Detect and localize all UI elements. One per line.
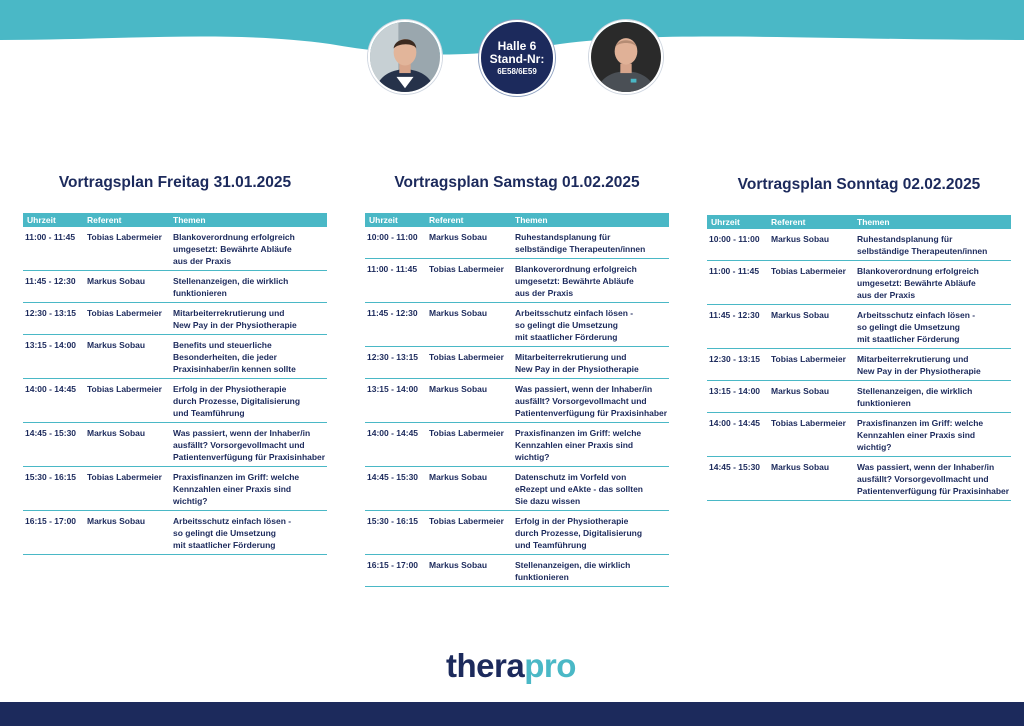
- session-topic: Praxisfinanzen im Griff: welche Kennzahlen einer Praxis sind wichtig?: [173, 472, 300, 506]
- footer-bar: [0, 702, 1024, 726]
- session-speaker: Markus Sobau: [87, 340, 146, 350]
- session-time: 14:45 - 15:30: [709, 462, 761, 472]
- session-speaker: Tobias Labermeier: [429, 352, 504, 362]
- session-time: 14:45 - 15:30: [367, 472, 419, 482]
- session-time: 10:00 - 11:00: [709, 234, 760, 244]
- session-time: 11:00 - 11:45: [25, 232, 76, 242]
- booth-hall: Halle 6: [497, 38, 537, 53]
- session-time: 13:15 - 14:00: [25, 340, 77, 350]
- table-row: [365, 423, 669, 467]
- session-speaker: Tobias Labermeier: [771, 354, 846, 364]
- booth-number-badge: [479, 20, 555, 96]
- column-header-speaker: Referent: [87, 215, 122, 225]
- column-header-time: Uhrzeit: [711, 217, 740, 227]
- table-row: [23, 511, 327, 555]
- session-time: 14:45 - 15:30: [25, 428, 77, 438]
- session-speaker: Tobias Labermeier: [429, 428, 504, 438]
- session-speaker: Markus Sobau: [429, 472, 488, 482]
- session-topic: Stellenanzeigen, die wirklich funktionieren: [173, 276, 289, 298]
- schedule-table: [707, 215, 1011, 501]
- session-topic: Erfolg in der Physiotherapie durch Prozesse, Digitalisierung und Teamführung: [515, 516, 643, 550]
- person-photo-icon: [370, 22, 440, 92]
- speaker-photo-left: [368, 20, 442, 94]
- schedule-table: [365, 213, 669, 587]
- therapro-logo: [446, 646, 576, 686]
- day-title: Vortragsplan Samstag 01.02.2025: [394, 174, 640, 191]
- table-row: [707, 349, 1011, 381]
- session-time: 11:00 - 11:45: [709, 266, 760, 276]
- session-speaker: Markus Sobau: [429, 384, 488, 394]
- session-speaker: Tobias Labermeier: [87, 232, 162, 242]
- session-speaker: Tobias Labermeier: [87, 308, 162, 318]
- session-time: 14:00 - 14:45: [367, 428, 419, 438]
- session-time: 15:30 - 16:15: [367, 516, 419, 526]
- schedule-friday: [23, 171, 327, 555]
- session-speaker: Tobias Labermeier: [771, 266, 846, 276]
- logo-part-pro: pro: [524, 647, 576, 684]
- session-time: 16:15 - 17:00: [25, 516, 77, 526]
- session-topic: Was passiert, wenn der Inhaber/in ausfällt? Vorsorgevollmacht und Patientenverfügung für Praxisinhaber: [857, 462, 1010, 496]
- session-speaker: Markus Sobau: [87, 516, 146, 526]
- session-topic: Arbeitsschutz einfach lösen - so gelingt die Umsetzung mit staatlicher Förderung: [857, 310, 976, 344]
- session-speaker: Tobias Labermeier: [87, 472, 162, 482]
- session-speaker: Markus Sobau: [87, 428, 146, 438]
- session-topic: Blankoverordnung erfolgreich umgesetzt: Bewährte Abläufe aus der Praxis: [857, 266, 979, 300]
- session-speaker: Markus Sobau: [429, 232, 488, 242]
- column-header-topic: Themen: [173, 215, 206, 225]
- table-row: [365, 379, 669, 423]
- session-topic: Arbeitsschutz einfach lösen - so gelingt die Umsetzung mit staatlicher Förderung: [515, 308, 634, 342]
- schedule-table: [23, 213, 327, 555]
- session-speaker: Markus Sobau: [771, 386, 830, 396]
- person-photo-icon: [591, 22, 661, 92]
- session-topic: Blankoverordnung erfolgreich umgesetzt: Bewährte Abläufe aus der Praxis: [173, 232, 295, 266]
- session-speaker: Markus Sobau: [429, 560, 488, 570]
- table-row: [365, 467, 669, 511]
- session-topic: Erfolg in der Physiotherapie durch Prozesse, Digitalisierung und Teamführung: [173, 384, 301, 418]
- session-time: 11:00 - 11:45: [367, 264, 418, 274]
- session-topic: Arbeitsschutz einfach lösen - so gelingt die Umsetzung mit staatlicher Förderung: [173, 516, 292, 550]
- session-topic: Benefits und steuerliche Besonderheiten, die jeder Praxisinhaber/in kennen sollte: [173, 340, 296, 374]
- table-row: [365, 511, 669, 555]
- session-time: 16:15 - 17:00: [367, 560, 419, 570]
- session-topic: Praxisfinanzen im Griff: welche Kennzahlen einer Praxis sind wichtig?: [857, 418, 984, 452]
- table-header-row: [23, 213, 327, 227]
- session-time: 12:30 - 13:15: [25, 308, 77, 318]
- session-time: 11:45 - 12:30: [367, 308, 418, 318]
- session-speaker: Tobias Labermeier: [771, 418, 846, 428]
- session-time: 10:00 - 11:00: [367, 232, 418, 242]
- session-speaker: Tobias Labermeier: [429, 264, 504, 274]
- session-topic: Ruhestandsplanung für selbständige Therapeuten/innen: [515, 232, 646, 254]
- speaker-photo-right: [589, 20, 663, 94]
- table-row: [23, 379, 327, 423]
- session-time: 14:00 - 14:45: [25, 384, 77, 394]
- session-topic: Mitarbeiterrekrutierung und New Pay in der Physiotherapie: [515, 352, 639, 374]
- session-topic: Mitarbeiterrekrutierung und New Pay in der Physiotherapie: [857, 354, 981, 376]
- session-time: 11:45 - 12:30: [709, 310, 760, 320]
- session-topic: Ruhestandsplanung für selbständige Therapeuten/innen: [857, 234, 988, 256]
- table-row: [23, 271, 327, 303]
- column-header-speaker: Referent: [429, 215, 464, 225]
- session-topic: Was passiert, wenn der Inhaber/in ausfällt? Vorsorgevollmacht und Patientenverfügung für Praxisinhaber: [515, 384, 668, 418]
- table-row: [707, 261, 1011, 305]
- column-header-time: Uhrzeit: [27, 215, 56, 225]
- session-topic: Praxisfinanzen im Griff: welche Kennzahlen einer Praxis sind wichtig?: [515, 428, 642, 462]
- column-header-speaker: Referent: [771, 217, 806, 227]
- day-title: Vortragsplan Freitag 31.01.2025: [58, 174, 292, 191]
- table-row: [707, 305, 1011, 349]
- column-header-topic: Themen: [515, 215, 548, 225]
- session-time: 13:15 - 14:00: [367, 384, 419, 394]
- column-header-topic: Themen: [857, 217, 890, 227]
- session-speaker: Markus Sobau: [771, 310, 830, 320]
- session-speaker: Tobias Labermeier: [87, 384, 162, 394]
- table-row: [365, 259, 669, 303]
- table-row: [23, 303, 327, 335]
- table-row: [707, 229, 1011, 261]
- session-speaker: Markus Sobau: [771, 234, 830, 244]
- session-speaker: Markus Sobau: [87, 276, 146, 286]
- table-row: [707, 457, 1011, 501]
- column-header-time: Uhrzeit: [369, 215, 398, 225]
- table-row: [23, 423, 327, 467]
- booth-number: 6E58/6E59: [497, 67, 537, 77]
- day-title: Vortragsplan Sonntag 02.02.2025: [737, 176, 981, 193]
- session-time: 12:30 - 13:15: [709, 354, 761, 364]
- booth-label: Stand-Nr:: [489, 52, 545, 67]
- table-row: [707, 381, 1011, 413]
- table-row: [23, 467, 327, 511]
- table-row: [365, 347, 669, 379]
- schedule-saturday: [365, 171, 669, 587]
- session-time: 13:15 - 14:00: [709, 386, 761, 396]
- session-time: 12:30 - 13:15: [367, 352, 419, 362]
- session-speaker: Markus Sobau: [429, 308, 488, 318]
- table-row: [23, 335, 327, 379]
- session-topic: Datenschutz im Vorfeld von eRezept und eAkte - das sollten Sie dazu wissen: [515, 472, 643, 506]
- session-time: 11:45 - 12:30: [25, 276, 76, 286]
- session-speaker: Markus Sobau: [771, 462, 830, 472]
- session-topic: Blankoverordnung erfolgreich umgesetzt: Bewährte Abläufe aus der Praxis: [515, 264, 637, 298]
- table-row: [365, 555, 669, 587]
- session-time: 14:00 - 14:45: [709, 418, 761, 428]
- table-header-row: [707, 215, 1011, 229]
- session-topic: Mitarbeiterrekrutierung und New Pay in der Physiotherapie: [173, 308, 297, 330]
- session-topic: Stellenanzeigen, die wirklich funktionieren: [515, 560, 631, 582]
- table-row: [707, 413, 1011, 457]
- table-header-row: [365, 213, 669, 227]
- session-time: 15:30 - 16:15: [25, 472, 77, 482]
- session-topic: Was passiert, wenn der Inhaber/in ausfällt? Vorsorgevollmacht und Patientenverfügung für Praxisinhaber: [173, 428, 326, 462]
- table-row: [365, 227, 669, 259]
- table-row: [365, 303, 669, 347]
- session-speaker: Tobias Labermeier: [429, 516, 504, 526]
- logo-part-thera: thera: [446, 647, 525, 684]
- table-row: [23, 227, 327, 271]
- session-topic: Stellenanzeigen, die wirklich funktionieren: [857, 386, 973, 408]
- schedule-sunday: [707, 173, 1011, 501]
